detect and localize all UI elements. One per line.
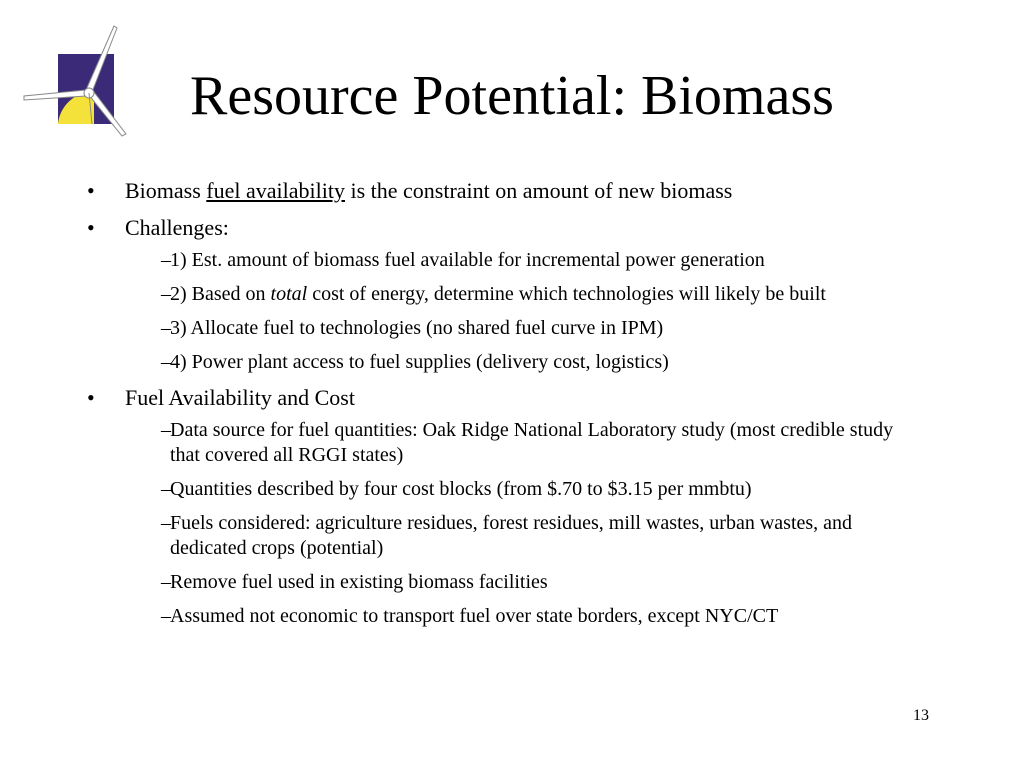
bullet-marker: • [87, 178, 95, 203]
sub-item-text: 4) Power plant access to fuel supplies (delivery cost, logistics) [170, 351, 669, 373]
dash-marker: – [161, 571, 171, 593]
dash-marker: – [161, 605, 171, 627]
sub-item-text: Data source for fuel quantities: Oak Ridge National Laboratory study (most credible study that covered all RGGI states) [170, 419, 894, 466]
wind-turbine-logo [22, 24, 142, 142]
bullet-underlined-term: fuel availability [206, 178, 345, 203]
dash-marker: – [161, 478, 171, 500]
bullet-text-after: is the constraint on amount of new biomass [344, 178, 733, 203]
sub-item-text: Quantities described by four cost blocks (from $.70 to $3.15 per mmbtu) [170, 478, 752, 500]
sub-item [125, 350, 926, 375]
sub-item [125, 418, 926, 468]
sub-item [125, 248, 926, 273]
bullet-fuel-availability [86, 177, 946, 205]
challenges-subitems [125, 248, 946, 375]
dash-marker: – [161, 351, 171, 373]
sub-item [125, 604, 926, 629]
sub-item-text: 3) Allocate fuel to technologies (no shared fuel curve in IPM) [170, 317, 664, 339]
bullet-text-before: Biomass [125, 178, 207, 203]
bullet-challenges [86, 214, 946, 375]
sub-item-text: 1) Est. amount of biomass fuel available for incremental power generation [170, 249, 765, 271]
bullet-heading: Fuel Availability and Cost [125, 385, 355, 410]
sub-item [125, 511, 926, 561]
sub-item [125, 282, 926, 307]
sub-item-text: Assumed not economic to transport fuel over state borders, except NYC/CT [170, 605, 779, 627]
fuel-subitems [125, 418, 946, 629]
dash-marker: – [161, 249, 171, 271]
sub-item-text-before: 2) Based on [170, 283, 271, 305]
dash-marker: – [161, 419, 171, 441]
bullet-heading: Challenges: [125, 215, 229, 240]
slide-title: Resource Potential: Biomass [190, 65, 834, 127]
sub-item [125, 316, 926, 341]
bullet-marker: • [87, 215, 95, 240]
sub-item [125, 570, 926, 595]
dash-marker: – [161, 283, 171, 305]
slide-number: 13 [913, 707, 929, 724]
sub-item-italic-term: total [270, 283, 308, 305]
bullet-fuel-availability-and-cost [86, 384, 946, 629]
slide-body [86, 177, 946, 638]
dash-marker: – [161, 317, 171, 339]
sub-item-text: Remove fuel used in existing biomass facilities [170, 571, 548, 593]
dash-marker: – [161, 512, 171, 534]
sub-item [125, 477, 926, 502]
bullet-marker: • [87, 385, 95, 410]
wind-turbine-icon [22, 24, 142, 142]
sub-item-text: Fuels considered: agriculture residues, forest residues, mill wastes, urban wastes, and dedicated crops (potential) [170, 512, 853, 559]
sub-item-text-after: cost of energy, determine which technologies will likely be built [307, 283, 826, 305]
